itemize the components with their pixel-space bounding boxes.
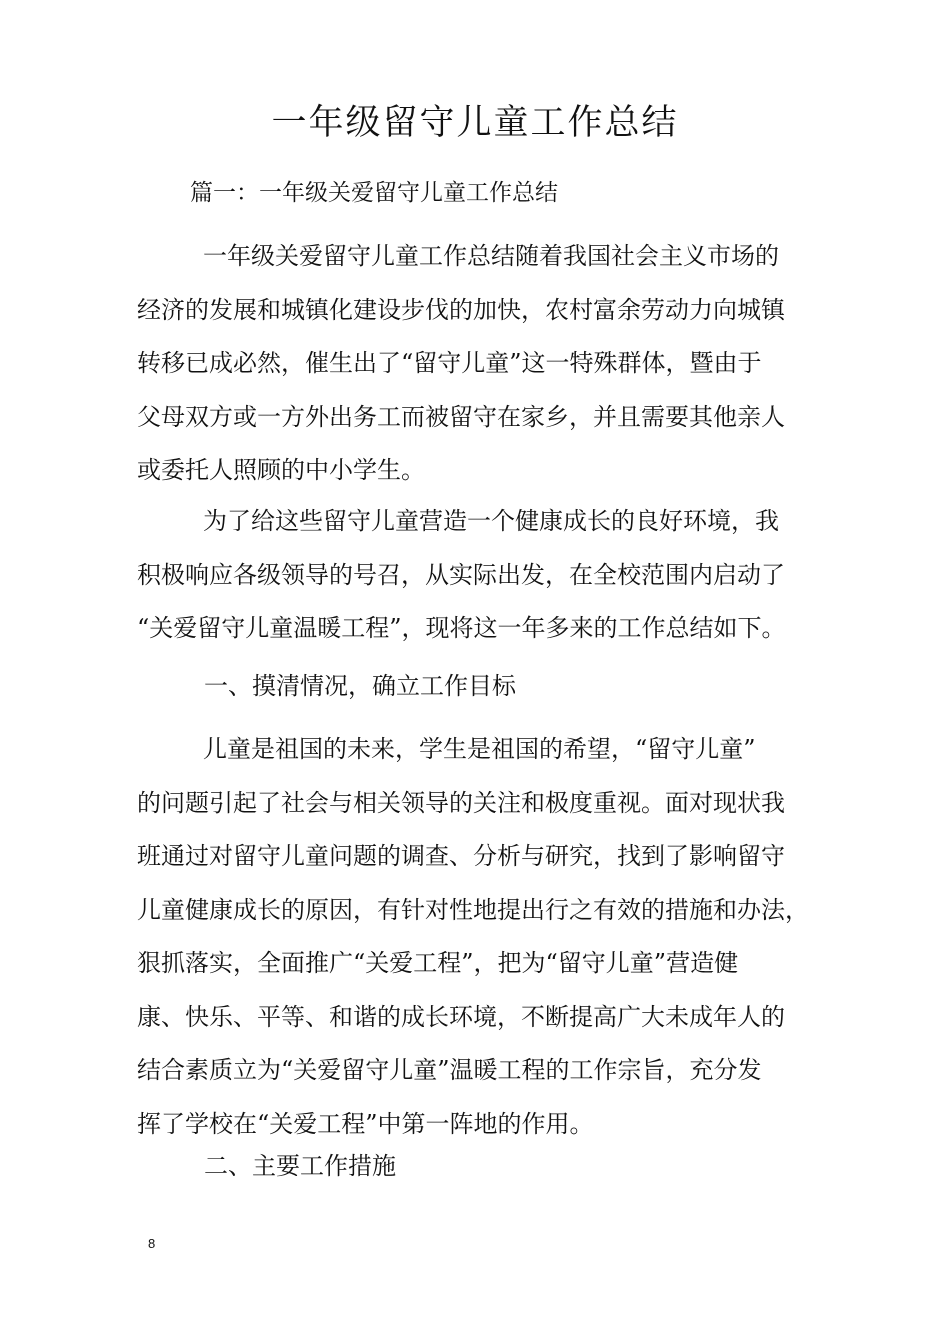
paragraph-line: 一年级关爱留守儿童工作总结随着我国社会主义市场的	[203, 242, 779, 270]
paragraph-line: 经济的发展和城镇化建设步伐的加快，农村富余劳动力向城镇	[137, 295, 785, 324]
page-number: 8	[148, 1236, 156, 1251]
paragraph-line: 儿童是祖国的未来，学生是祖国的希望，“留守儿童”	[203, 735, 756, 763]
paragraph-line: 父母双方或一方外出务工而被留守在家乡，并且需要其他亲人	[137, 402, 785, 431]
document-title: 一年级留守儿童工作总结	[271, 103, 679, 143]
paragraph-line: 积极响应各级领导的号召，从实际出发，在全校范围内启动了	[137, 560, 785, 589]
paragraph-intro	[137, 230, 837, 498]
paragraph-line: 挥了学校在“关爱工程”中第一阵地的作用。	[137, 1109, 594, 1138]
section-heading-2: 二、主要工作措施	[204, 1152, 396, 1180]
paragraph-line: 结合素质立为“关爱留守儿童”温暖工程的工作宗旨，充分发	[137, 1056, 762, 1084]
paragraph-line: 康、快乐、平等、和谐的成长环境，不断提高广大未成年人的	[137, 1002, 785, 1031]
paragraph-line: 或委托人照顾的中小学生。	[137, 456, 425, 484]
paragraph-line: 狠抓落实，全面推广“关爱工程”，把为“留守儿童”营造健	[137, 949, 739, 977]
paragraph-line: 儿童健康成长的原因，有针对性地提出行之有效的措施和办法，	[137, 895, 809, 924]
paragraph-purpose	[137, 495, 837, 656]
paragraph-line: 班通过对留守儿童问题的调查、分析与研究，找到了影响留守	[137, 842, 785, 870]
paragraph-line: 为了给这些留守儿童营造一个健康成长的良好环境，我	[203, 507, 779, 535]
paragraph-line: 转移已成必然，催生出了“留守儿童”这一特殊群体，暨由于	[137, 349, 762, 377]
paragraph-line: “关爱留守儿童温暖工程”，现将这一年多来的工作总结如下。	[137, 614, 786, 642]
section-heading-1: 一、摸清情况，确立工作目标	[204, 672, 516, 700]
document-subtitle: 篇一：一年级关爱留守儿童工作总结	[190, 180, 558, 206]
paragraph-line: 的问题引起了社会与相关领导的关注和极度重视。面对现状我	[137, 788, 785, 817]
paragraph-situation	[137, 723, 837, 1151]
